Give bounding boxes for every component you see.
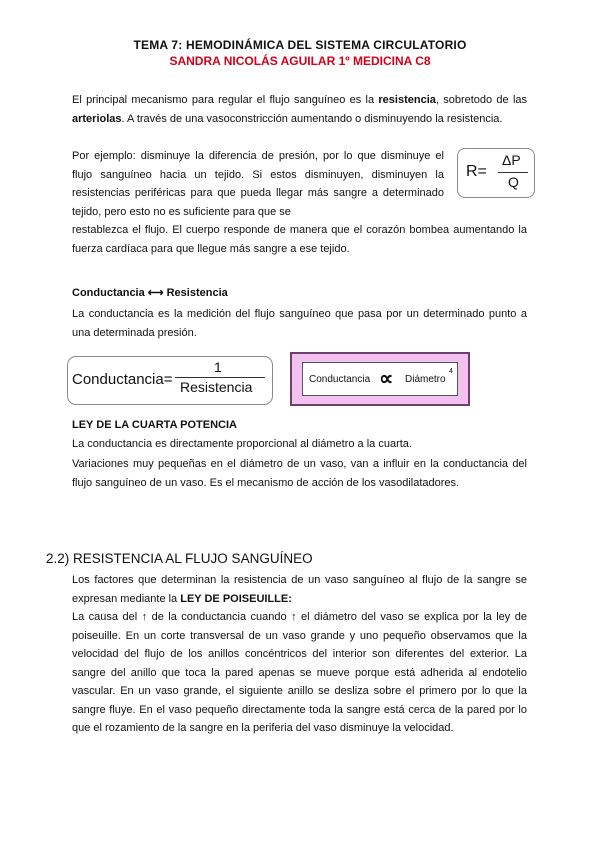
intro-text-c: , sobretodo de las: [435, 94, 528, 106]
proportionality-rhs: Diámetro: [405, 374, 446, 385]
intro-paragraph-2: Por ejemplo: disminuye la diferencia de presión, por lo que disminuye el flujo sanguíneo hacia un tejido. Si estos disminuyen, disminuyen la resistencias periféricas para que pueda llegar más sangre a determinado tejido, pero esto no es suficiente para que se: [72, 150, 444, 218]
conductancia-heading: Conductancia ⟷ Resistencia: [72, 287, 228, 299]
intro-bold-arteriolas: arteriolas: [72, 112, 122, 125]
ley-cuarta-text-2: Variaciones muy pequeñas en el diámetro de un vaso, van a influir en la conductancia del flujo sanguíneo de un vaso. Es el mecanismo de acción de los vasodilatadores.: [72, 458, 527, 489]
section-2-2-paragraph-2: La causa del ↑ de la conductancia cuando ↑ el diámetro del vaso se explica por la ley de poiseuille. En un corte transversal de un vaso grande y uno pequeño observamos que la velocidad del flujo de los anillos concéntricos del interior son diferentes del exterior. La sangre del anillo que toca la pared apenas se mueve porque está adherida al endotelio vascular. En un vaso grande, el siguiente anillo se desliza sobre el primero por lo que la sangre fluye. En el vaso pequeño directamente toda la sangre está cerca de la pared por lo que el rozamiento de la sangre en la periferia del vaso disminuye la velocidad.: [72, 611, 527, 734]
formula-r-fraction-line: [498, 172, 528, 173]
proportionality-lhs: Conductancia: [309, 374, 371, 385]
intro-paragraph-2-cont: restablezca el flujo. El cuerpo responde de manera que el corazón bombea aumentando la fuerza cardíaca para que llegue más sangre a ese tejido.: [72, 224, 527, 255]
document-title: TEMA 7: HEMODINÁMICA DEL SISTEMA CIRCULATORIO: [133, 38, 467, 52]
section-2-2-paragraph-1: [72, 571, 527, 608]
formula-r-denominator: Q: [508, 174, 519, 190]
formula-r-numerator: ΔP: [502, 152, 521, 168]
proportionality-box: [290, 352, 470, 406]
intro-text-a: El principal mecanismo para regular el flujo sanguíneo es la: [72, 94, 379, 106]
resistance-formula-box: [457, 148, 535, 198]
intro-paragraph-1: [72, 91, 527, 128]
ley-cuarta-text-1: La conductancia es directamente proporcional al diámetro a la cuarta.: [72, 438, 412, 450]
conductance-formula-box: [67, 356, 273, 405]
conductancia-text: La conductancia es la medición del flujo sanguíneo que pasa por un determinado punto a una determinada presión.: [72, 308, 527, 339]
ley-cuarta-heading: LEY DE LA CUARTA POTENCIA: [72, 419, 238, 431]
section-2-2-text-a: Los factores que determinan la resistencia de un vaso sanguíneo al flujo de la sangre se expresan mediante la: [72, 574, 527, 605]
proportionality-exponent: 4: [449, 368, 453, 375]
proportional-symbol-icon: ∝: [379, 368, 394, 390]
author-subtitle: SANDRA NICOLÁS AGUILAR 1º MEDICINA C8: [169, 54, 431, 68]
formula-r-lhs: R=: [466, 163, 487, 180]
conductance-formula-numerator: 1: [214, 359, 222, 375]
proportionality-inner-box: [302, 362, 458, 396]
intro-bold-resistencia: resistencia: [378, 94, 436, 106]
intro-text-e: . A través de una vasoconstricción aumentando o disminuyendo la resistencia.: [121, 112, 503, 125]
conductance-formula-denominator: Resistencia: [180, 379, 253, 395]
poiseuille-law-label: LEY DE POISEUILLE:: [180, 592, 292, 605]
section-2-2-heading: 2.2) RESISTENCIA AL FLUJO SANGUÍNEO: [46, 551, 313, 566]
conductance-fraction-line: [175, 377, 265, 378]
conductance-formula-lhs: Conductancia=: [72, 371, 173, 388]
